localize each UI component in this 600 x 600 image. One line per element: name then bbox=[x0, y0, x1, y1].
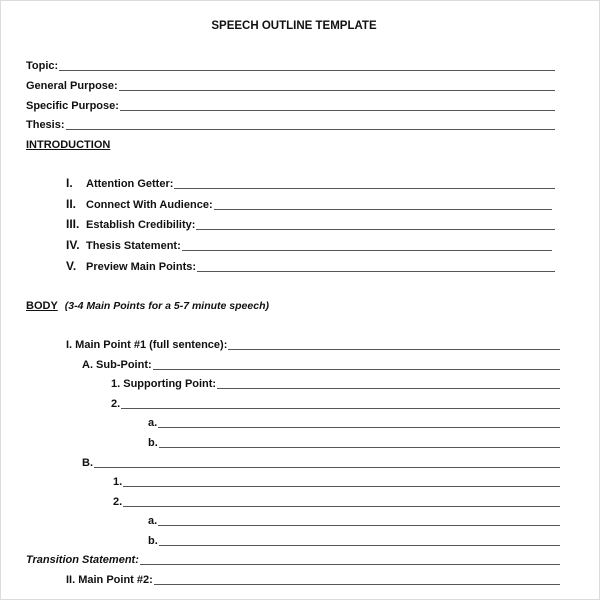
field-label: Topic: bbox=[26, 60, 59, 72]
field-label: Attention Getter: bbox=[86, 178, 174, 190]
b-supporting-point-2-field[interactable] bbox=[113, 495, 560, 509]
field-label: a. bbox=[148, 417, 158, 429]
thesis-statement-field[interactable] bbox=[66, 239, 552, 253]
general-purpose-field[interactable] bbox=[26, 79, 555, 93]
b-supporting-point-1-field[interactable] bbox=[113, 475, 560, 489]
detail-a-field[interactable] bbox=[148, 416, 560, 430]
blank-line bbox=[123, 506, 560, 507]
field-label: II. Main Point #2: bbox=[66, 574, 153, 586]
field-label: A. Sub-Point: bbox=[82, 359, 152, 371]
blank-line bbox=[197, 271, 555, 272]
field-label: Connect With Audience: bbox=[86, 199, 213, 211]
field-label: I. Main Point #1 (full sentence): bbox=[66, 339, 228, 351]
b-detail-b-field[interactable] bbox=[148, 534, 560, 548]
blank-line bbox=[159, 545, 560, 546]
blank-line bbox=[182, 250, 552, 251]
detail-b-field[interactable] bbox=[148, 436, 560, 450]
introduction-heading bbox=[26, 138, 110, 152]
blank-line bbox=[66, 129, 555, 130]
roman-numeral: II. bbox=[66, 197, 77, 211]
blank-line bbox=[153, 369, 560, 370]
document-title: SPEECH OUTLINE TEMPLATE bbox=[211, 20, 377, 32]
section-heading: INTRODUCTION bbox=[26, 139, 111, 151]
roman-numeral: I. bbox=[66, 176, 73, 190]
blank-line bbox=[174, 188, 555, 189]
blank-line bbox=[123, 486, 560, 487]
credibility-field[interactable] bbox=[66, 218, 555, 232]
transition-statement-field[interactable] bbox=[26, 553, 560, 567]
field-label: 2. bbox=[111, 398, 121, 410]
field-label: B. bbox=[82, 457, 93, 469]
roman-numeral: V. bbox=[66, 259, 77, 273]
field-label: 2. bbox=[113, 496, 123, 508]
field-label: Preview Main Points: bbox=[86, 261, 197, 273]
field-label: Thesis: bbox=[26, 119, 65, 131]
blank-line bbox=[121, 408, 560, 409]
sub-point-a-field[interactable] bbox=[82, 358, 560, 372]
supporting-point-2-field[interactable] bbox=[111, 397, 560, 411]
topic-field[interactable] bbox=[26, 59, 555, 73]
blank-line bbox=[196, 229, 555, 230]
field-label: a. bbox=[148, 515, 158, 527]
blank-line bbox=[120, 110, 555, 111]
body-heading bbox=[26, 299, 269, 313]
blank-line bbox=[158, 525, 560, 526]
blank-line bbox=[154, 584, 560, 585]
attention-getter-field[interactable] bbox=[66, 177, 555, 191]
body-note: (3-4 Main Points for a 5-7 minute speech) bbox=[64, 300, 269, 312]
field-label: General Purpose: bbox=[26, 80, 118, 92]
roman-numeral: III. bbox=[66, 217, 80, 231]
field-label: Specific Purpose: bbox=[26, 100, 119, 112]
connect-audience-field[interactable] bbox=[66, 198, 552, 212]
field-label: Transition Statement: bbox=[26, 554, 139, 566]
b-detail-a-field[interactable] bbox=[148, 514, 560, 528]
main-point-2-field[interactable] bbox=[66, 573, 560, 587]
field-label: b. bbox=[148, 535, 158, 547]
field-label: 1. bbox=[113, 476, 123, 488]
preview-points-field[interactable] bbox=[66, 260, 555, 274]
blank-line bbox=[94, 467, 560, 468]
supporting-point-1-field[interactable] bbox=[111, 377, 560, 391]
field-label: Establish Credibility: bbox=[86, 219, 196, 231]
thesis-field[interactable] bbox=[26, 118, 555, 132]
blank-line bbox=[228, 349, 560, 350]
blank-line bbox=[158, 427, 560, 428]
specific-purpose-field[interactable] bbox=[26, 99, 555, 113]
blank-line bbox=[214, 209, 552, 210]
blank-line bbox=[217, 388, 560, 389]
blank-line bbox=[59, 70, 555, 71]
blank-line bbox=[159, 447, 560, 448]
field-label: Thesis Statement: bbox=[86, 240, 181, 252]
field-label: b. bbox=[148, 437, 158, 449]
main-point-1-field[interactable] bbox=[66, 338, 560, 352]
blank-line bbox=[119, 90, 555, 91]
roman-numeral: IV. bbox=[66, 238, 80, 252]
field-label: 1. Supporting Point: bbox=[111, 378, 217, 390]
sub-point-b-field[interactable] bbox=[82, 456, 560, 470]
section-heading: BODY bbox=[26, 300, 58, 312]
blank-line bbox=[140, 564, 560, 565]
